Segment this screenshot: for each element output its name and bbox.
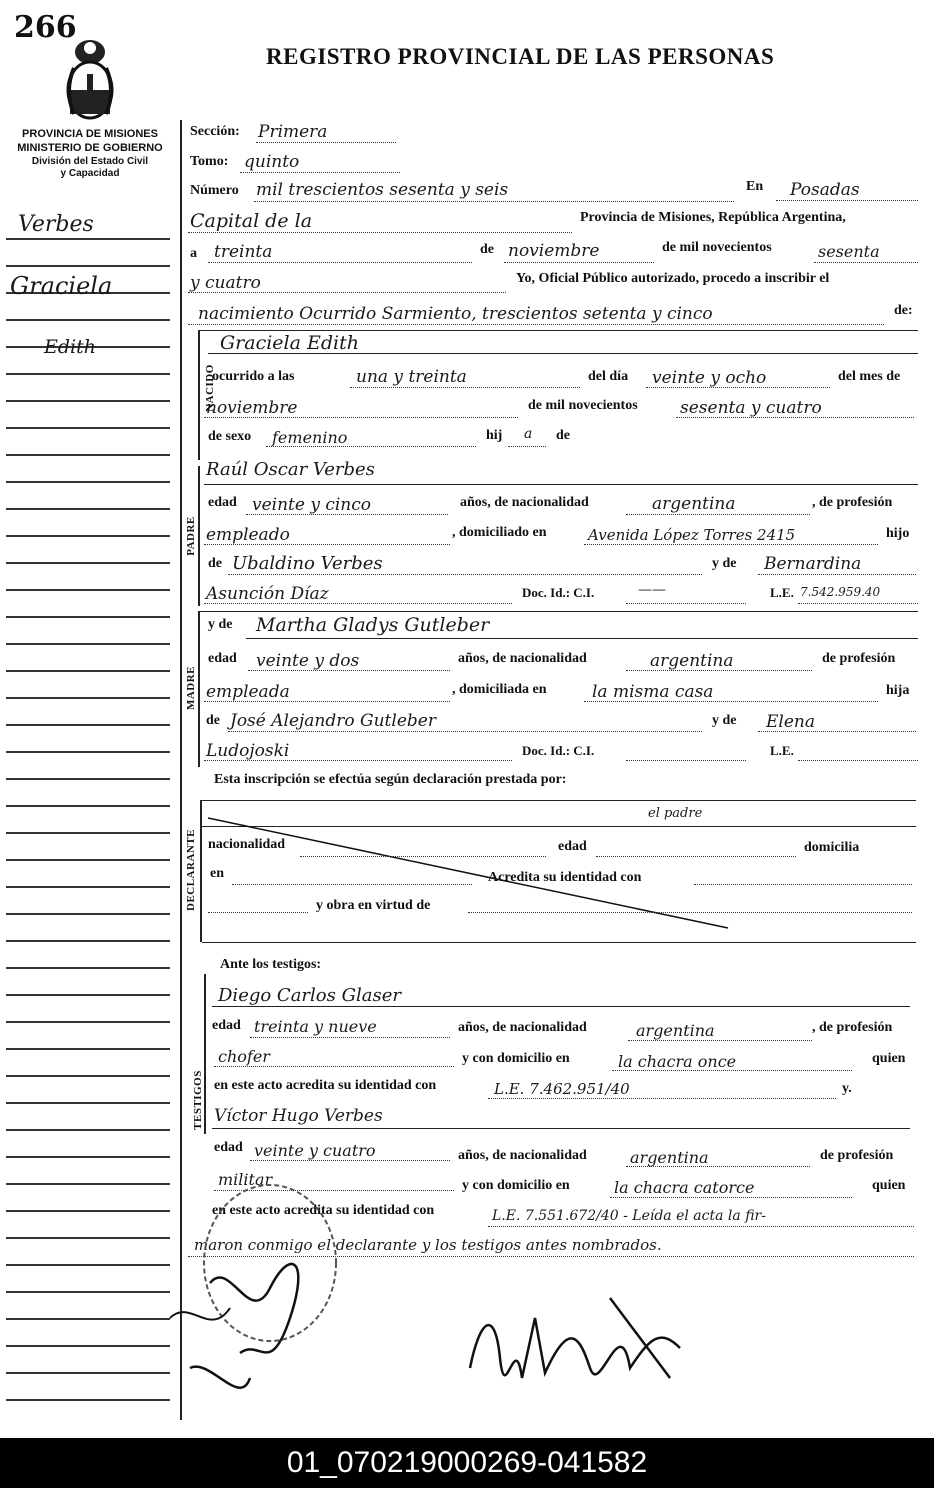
t2-nac-label: años, de nacionalidad <box>458 1148 587 1163</box>
t1-quien: quien <box>872 1051 906 1066</box>
authority-division: División del Estado Civil <box>31 156 149 167</box>
margin-line <box>6 805 170 807</box>
nacido-mes-value: noviembre <box>206 398 298 418</box>
margin-line <box>6 1399 170 1401</box>
t1-nac-value: argentina <box>636 1021 715 1040</box>
margin-line <box>6 319 170 321</box>
padre-nac-label: años, de nacionalidad <box>460 495 589 510</box>
t2-edad-value: veinte y cuatro <box>254 1141 376 1160</box>
declarante-crossed-note: el padre <box>648 806 703 821</box>
margin-line <box>6 562 170 564</box>
footer-code: 01_070219000269-041582 <box>0 1438 934 1488</box>
section-testigos: TESTIGOS <box>192 1070 204 1130</box>
madre-nombre: Martha Gladys Gutleber <box>256 614 490 636</box>
margin-line <box>6 1129 170 1131</box>
section-nacido: NACIDO <box>204 364 216 412</box>
coat-of-arms-icon <box>60 38 120 123</box>
t2-acredita-value: L.E. 7.551.672/40 - Leída el acta la fir- <box>492 1208 766 1224</box>
margin-first-name: Graciela <box>10 272 113 300</box>
nacido-anio-label: de mil novecientos <box>528 398 638 413</box>
madre-y-de2-label: y de <box>712 713 737 728</box>
t1-dom-value: la chacra once <box>618 1052 737 1071</box>
margin-line <box>6 1021 170 1023</box>
margin-line <box>6 859 170 861</box>
padre-doc-value: —— <box>638 582 666 598</box>
testigos-intro: Ante los testigos: <box>220 957 322 972</box>
margin-line <box>6 967 170 969</box>
margin-line <box>6 1372 170 1374</box>
margin-line <box>6 1048 170 1050</box>
madre-doc-label: Doc. Id.: C.I. <box>522 743 595 758</box>
margin-line <box>6 589 170 591</box>
margin-line <box>6 751 170 753</box>
madre-le-label: L.E. <box>770 743 794 758</box>
madre-padre-de: José Alejandro Gutleber <box>230 711 436 731</box>
padre-nombre: Raúl Oscar Verbes <box>206 459 375 480</box>
t2-prof-label: de profesión <box>820 1148 894 1163</box>
mes-value: noviembre <box>508 241 600 261</box>
margin-line <box>6 1345 170 1347</box>
margin-line <box>6 400 170 402</box>
de-colon: de: <box>894 303 913 318</box>
madre-madre-de-2: Ludojoski <box>206 741 290 761</box>
margin-line <box>6 832 170 834</box>
margin-line <box>6 238 170 240</box>
madre-prof-label: de profesión <box>822 651 896 666</box>
seccion-value: Primera <box>258 122 328 142</box>
del-mes-label: del mes de <box>838 369 901 384</box>
padre-madre-de-2: Asunción Díaz <box>206 584 329 604</box>
anio-label: de mil novecientos <box>662 240 772 255</box>
hij-label: hij <box>486 428 503 443</box>
margin-second-name: Edith <box>44 336 96 358</box>
padre-madre-de-1: Bernardina <box>764 554 862 574</box>
t2-acredita-label: en este acto acredita su identidad con <box>212 1203 435 1218</box>
sexo-value: femenino <box>272 428 348 447</box>
tomo-label: Tomo: <box>190 154 229 169</box>
document-title: REGISTRO PROVINCIAL DE LAS PERSONAS <box>266 44 775 69</box>
t2-dom-label: y con domicilio en <box>462 1178 570 1193</box>
padre-hijo-label: hijo <box>886 526 910 541</box>
padre-doc-label: Doc. Id.: C.I. <box>522 585 595 600</box>
padre-edad-value: veinte y cinco <box>252 495 372 515</box>
t1-y: y. <box>842 1081 852 1096</box>
margin-line <box>6 427 170 429</box>
t2-dom-value: la chacra catorce <box>614 1178 755 1197</box>
dia-value: treinta <box>214 242 273 262</box>
declarante-obra-label: y obra en virtud de <box>316 898 431 913</box>
en-value: Posadas <box>790 180 860 200</box>
t1-nac-label: años, de nacionalidad <box>458 1020 587 1035</box>
sexo-label: de sexo <box>208 429 252 444</box>
padre-dom-label: , domiciliado en <box>452 525 547 540</box>
margin-line <box>6 454 170 456</box>
madre-nac-label: años, de nacionalidad <box>458 651 587 666</box>
madre-de-label: de <box>206 713 220 728</box>
t1-prof-value: chofer <box>218 1047 270 1066</box>
declarante-acredita-label: Acredita su identidad con <box>488 870 642 885</box>
padre-prof-value: empleado <box>206 525 290 545</box>
en-label: En <box>746 179 764 194</box>
margin-line <box>6 481 170 483</box>
t2-edad-label: edad <box>214 1140 243 1155</box>
anio-value-2: y cuatro <box>190 273 261 293</box>
padre-padre-de: Ubaldino Verbes <box>232 553 383 574</box>
declarante-en-label: en <box>210 866 224 881</box>
provincia-text: Provincia de Misiones, República Argentina, <box>580 210 846 225</box>
padre-dom-value: Avenida López Torres 2415 <box>588 526 796 544</box>
authority-ministry: MINISTERIO DE GOBIERNO <box>17 142 163 154</box>
margin-line <box>6 1183 170 1185</box>
margin-line <box>6 1264 170 1266</box>
nacido-nombre: Graciela Edith <box>220 332 359 354</box>
margin-line <box>6 265 170 267</box>
madre-edad-label: edad <box>208 651 237 666</box>
madre-madre-de-1: Elena <box>766 712 815 732</box>
authority-capacity: y Capacidad <box>60 168 120 179</box>
margin-line <box>6 940 170 942</box>
margin-line <box>6 373 170 375</box>
padre-de-label: de <box>208 556 222 571</box>
margin-line <box>6 643 170 645</box>
declarante-edad-label: edad <box>558 839 587 854</box>
t1-dom-label: y con domicilio en <box>462 1051 570 1066</box>
madre-dom-label: , domiciliada en <box>452 682 547 697</box>
margin-line <box>6 913 170 915</box>
seccion-label: Sección: <box>190 124 240 139</box>
padre-prof-label: , de profesión <box>812 495 893 510</box>
de-label: de <box>480 242 494 257</box>
declarante-intro: Esta inscripción se efectúa según declaración prestada por: <box>214 772 567 787</box>
ocurrido-label: ocurrido a las <box>212 369 295 384</box>
page-number: 266 <box>14 10 77 45</box>
margin-line <box>6 616 170 618</box>
margin-line <box>6 1318 170 1320</box>
closing-text: maron conmigo el declarante y los testigos antes nombrados. <box>194 1236 662 1254</box>
margin-line <box>6 1102 170 1104</box>
declarante-dom-label: domicilia <box>804 840 860 855</box>
padre-nac-value: argentina <box>652 494 736 514</box>
t2-nombre: Víctor Hugo Verbes <box>214 1106 383 1126</box>
margin-line <box>6 1237 170 1239</box>
section-declarante: DECLARANTE <box>185 828 197 911</box>
padre-le-label: L.E. <box>770 585 794 600</box>
nacimiento-value: nacimiento Ocurrido Sarmiento, trescientos setenta y cinco <box>198 304 713 324</box>
tomo-value: quinto <box>244 152 300 172</box>
margin-line <box>6 724 170 726</box>
padre-y-de-label: y de <box>712 556 737 571</box>
t1-edad-label: edad <box>212 1018 241 1033</box>
oficial-text: Yo, Oficial Público autorizado, procedo a inscribir el <box>516 271 830 286</box>
authority-block <box>4 128 176 179</box>
t1-acredita-value: L.E. 7.462.951/40 <box>494 1080 630 1098</box>
madre-prof-value: empleada <box>206 682 290 702</box>
hora-value: una y treinta <box>356 367 467 387</box>
t2-prof-value: militar <box>218 1170 273 1189</box>
t2-nac-value: argentina <box>630 1148 709 1167</box>
margin-line <box>6 994 170 996</box>
hij-value: a <box>524 426 533 442</box>
margin-line <box>6 670 170 672</box>
capital-value: Capital de la <box>190 210 313 232</box>
madre-edad-value: veinte y dos <box>256 651 360 671</box>
del-dia-label: del día <box>588 369 629 384</box>
nacido-de-label: de <box>556 428 570 443</box>
signature-left <box>190 1264 298 1388</box>
numero-label: Número <box>190 183 239 198</box>
margin-line <box>6 1075 170 1077</box>
authority-province: PROVINCIA DE MISIONES <box>22 128 158 140</box>
declarante-nac-label: nacionalidad <box>208 837 286 852</box>
madre-dom-value: la misma casa <box>592 682 714 702</box>
t2-quien: quien <box>872 1178 906 1193</box>
section-madre: MADRE <box>185 665 197 711</box>
anio-value-1: sesenta <box>818 242 880 261</box>
t1-nombre: Diego Carlos Glaser <box>218 985 401 1006</box>
signature-right <box>470 1298 680 1378</box>
section-padre: PADRE <box>185 516 197 556</box>
official-seal-icon <box>204 1185 336 1341</box>
nacido-dia-value: veinte y ocho <box>652 368 767 388</box>
margin-line <box>6 1156 170 1158</box>
signatures <box>150 1168 910 1428</box>
margin-line <box>6 697 170 699</box>
madre-y-de-label: y de <box>208 617 233 632</box>
padre-edad-label: edad <box>208 495 237 510</box>
margin-line <box>6 886 170 888</box>
margin-line <box>6 1291 170 1293</box>
margin-line <box>6 778 170 780</box>
t1-prof-label: , de profesión <box>812 1020 893 1035</box>
madre-nac-value: argentina <box>650 651 734 671</box>
t1-edad-value: treinta y nueve <box>254 1017 377 1036</box>
margin-line <box>6 1210 170 1212</box>
numero-value: mil trescientos sesenta y seis <box>256 180 509 200</box>
nacido-anio-value: sesenta y cuatro <box>680 398 822 418</box>
margin-line <box>6 508 170 510</box>
margin-line <box>6 535 170 537</box>
margin-surname: Verbes <box>18 212 94 237</box>
t1-acredita-label: en este acto acredita su identidad con <box>214 1078 437 1093</box>
madre-hija-label: hija <box>886 683 910 698</box>
padre-le-value: 7.542.959.40 <box>800 585 881 599</box>
a-label: a <box>190 246 197 261</box>
